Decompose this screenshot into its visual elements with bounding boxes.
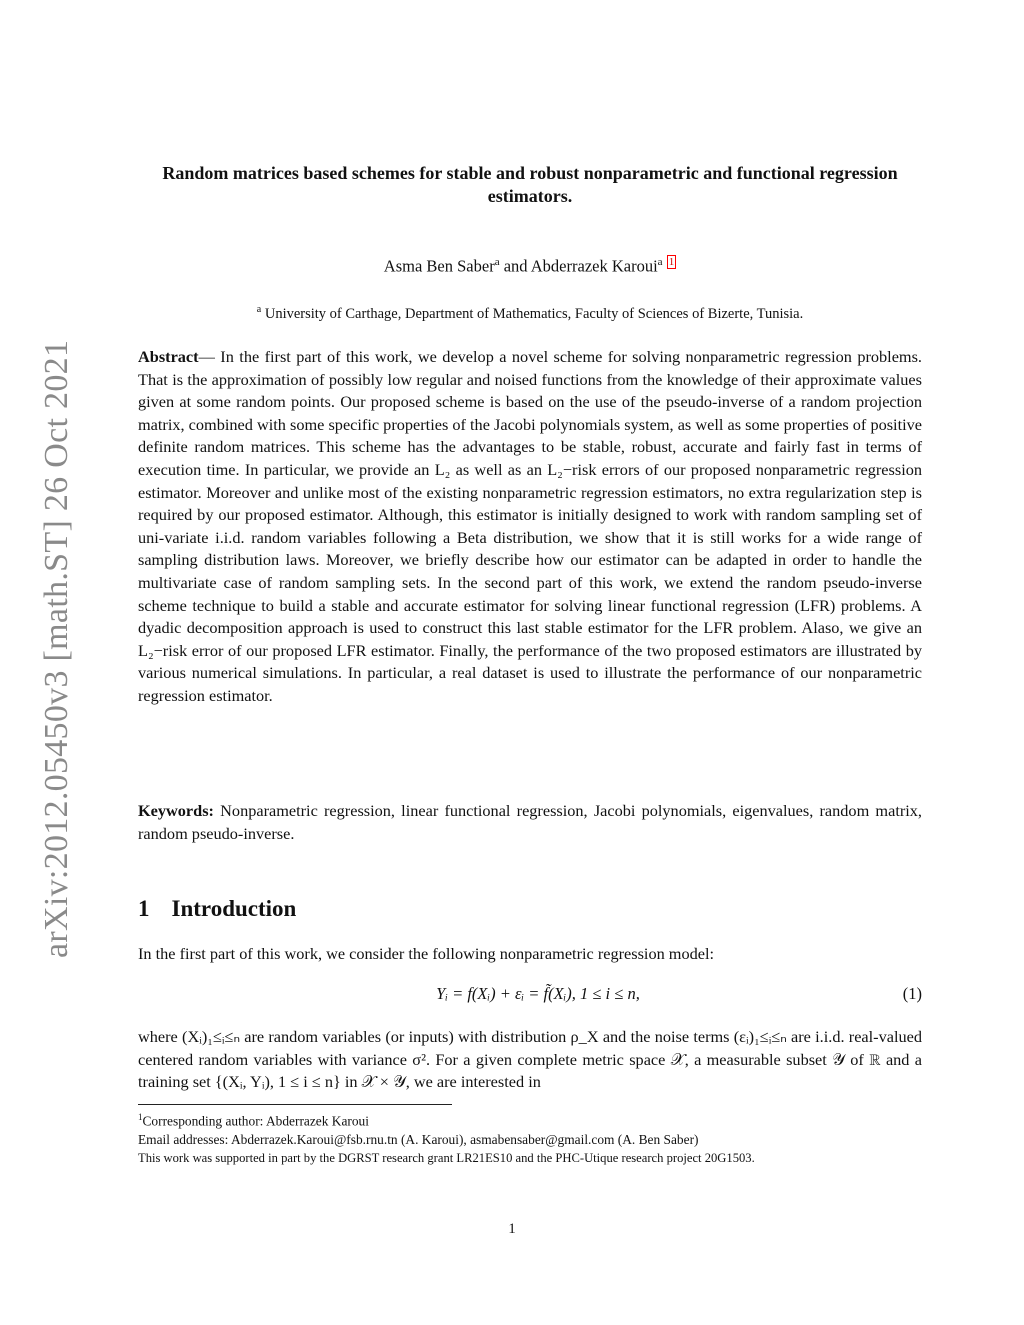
footnotes xyxy=(138,1108,922,1168)
page-number: 1 xyxy=(508,1221,516,1237)
affiliation-marker: a xyxy=(494,256,500,268)
section-title: Introduction xyxy=(171,896,297,921)
arxiv-stamp: arXiv:2012.05450v3 [math.ST] 26 Oct 2021 xyxy=(38,339,75,958)
keywords-label: Keywords: xyxy=(138,801,214,820)
footnote-rule xyxy=(138,1104,452,1105)
section-heading xyxy=(138,896,296,922)
section-number: 1 xyxy=(138,896,150,921)
abstract xyxy=(138,346,922,708)
affiliation-marker: a xyxy=(256,304,262,315)
footnote-corresponding-text: Corresponding author: Abderrazek Karoui xyxy=(142,1113,369,1129)
author-name: Asma Ben Saber xyxy=(383,256,495,276)
abstract-label: Abstract xyxy=(138,347,199,366)
footnote-support: This work was supported in part by the DGRST research grant LR21ES10 and the PHC-Utique research project 20G1503. xyxy=(138,1151,755,1166)
equation-number: (1) xyxy=(902,984,922,1003)
equation-body: Yᵢ = f(Xᵢ) + εᵢ = f̃(Xᵢ), 1 ≤ i ≤ n, xyxy=(436,984,640,1003)
author-name: Abderrazek Karoui xyxy=(530,256,658,276)
affiliation-text: University of Carthage, Department of Mathematics, Faculty of Sciences of Bizerte, Tunisia. xyxy=(264,305,804,322)
author-line xyxy=(140,256,920,277)
keywords xyxy=(138,800,922,845)
keywords-text: Nonparametric regression, linear functional regression, Jacobi polynomials, eigenvalues, random matrix, random pseudo-inverse. xyxy=(138,801,922,843)
intro-paragraph: In the first part of this work, we consider the following nonparametric regression model: xyxy=(138,944,715,963)
footnote-emails: Email addresses: Abderrazek.Karoui@fsb.rnu.tn (A. Karoui), asmabensaber@gmail.com (A. Ben Saber) xyxy=(138,1131,699,1147)
author-conjunction: and xyxy=(503,256,528,276)
intro-paragraph-continued: where (Xᵢ)₁≤ᵢ≤ₙ are random variables (or inputs) with distribution ρ_X and the noise terms (εᵢ)₁≤ᵢ≤ₙ are i.i.d. real-valued centered random variables with variance σ². For a given complete metric space 𝒳, a measurable subset 𝒴 of ℝ and a training set {(Xᵢ, Yᵢ), 1 ≤ i ≤ n} in 𝒳 × 𝒴, we are interested in xyxy=(138,1027,922,1092)
affiliation xyxy=(140,304,920,323)
footnote-marker: 1 xyxy=(138,1112,143,1122)
footnote-corresponding xyxy=(138,1108,922,1131)
paper-title: Random matrices based schemes for stable and robust nonparametric and functional regression estimators. xyxy=(162,163,898,206)
abstract-text: — In the first part of this work, we develop a novel scheme for solving nonparametric regression problems. That is the approximation of possibly low regular and noised functions from the knowledge of their approximate values given at some random points. Our proposed scheme is based on the use of the pseudo-inverse of a random projection matrix, combined with some specific properties of the Jacobi polynomials system, as well as some properties of positive definite random matrices. This scheme has the advantages to be stable, robust, accurate and fairly fast in terms of execution time. In particular, we provide an L₂ as well as an L₂−risk errors of our proposed nonparametric regression estimator. Moreover and unlike most of the existing nonparametric regression estimators, no extra regularization step is required by our proposed estimator. Although, this estimator is initially designed to work with random sampling set of uni-variate i.i.d. random variables following a Beta distribution, we show that it is still works for a wide range of sampling distribution laws. Moreover, we briefly describe how our estimator can be adapted in order to handle the multivariate case of random sampling sets. In the second part of this work, we extend the random pseudo-inverse scheme technique to build a stable and accurate estimator for solving linear functional regression (LFR) problems. A dyadic decomposition approach is used to construct this last stable estimator for the LFR problem. Alaso, we give an L₂−risk error of our proposed LFR estimator. Finally, the performance of the two proposed estimators are illustrated by various numerical simulations. In particular, a real dataset is used to illustrate the performance of our nonparametric regression estimator. xyxy=(138,347,922,705)
footnote-link[interactable]: 1 xyxy=(668,256,675,268)
affiliation-marker: a xyxy=(657,256,663,268)
